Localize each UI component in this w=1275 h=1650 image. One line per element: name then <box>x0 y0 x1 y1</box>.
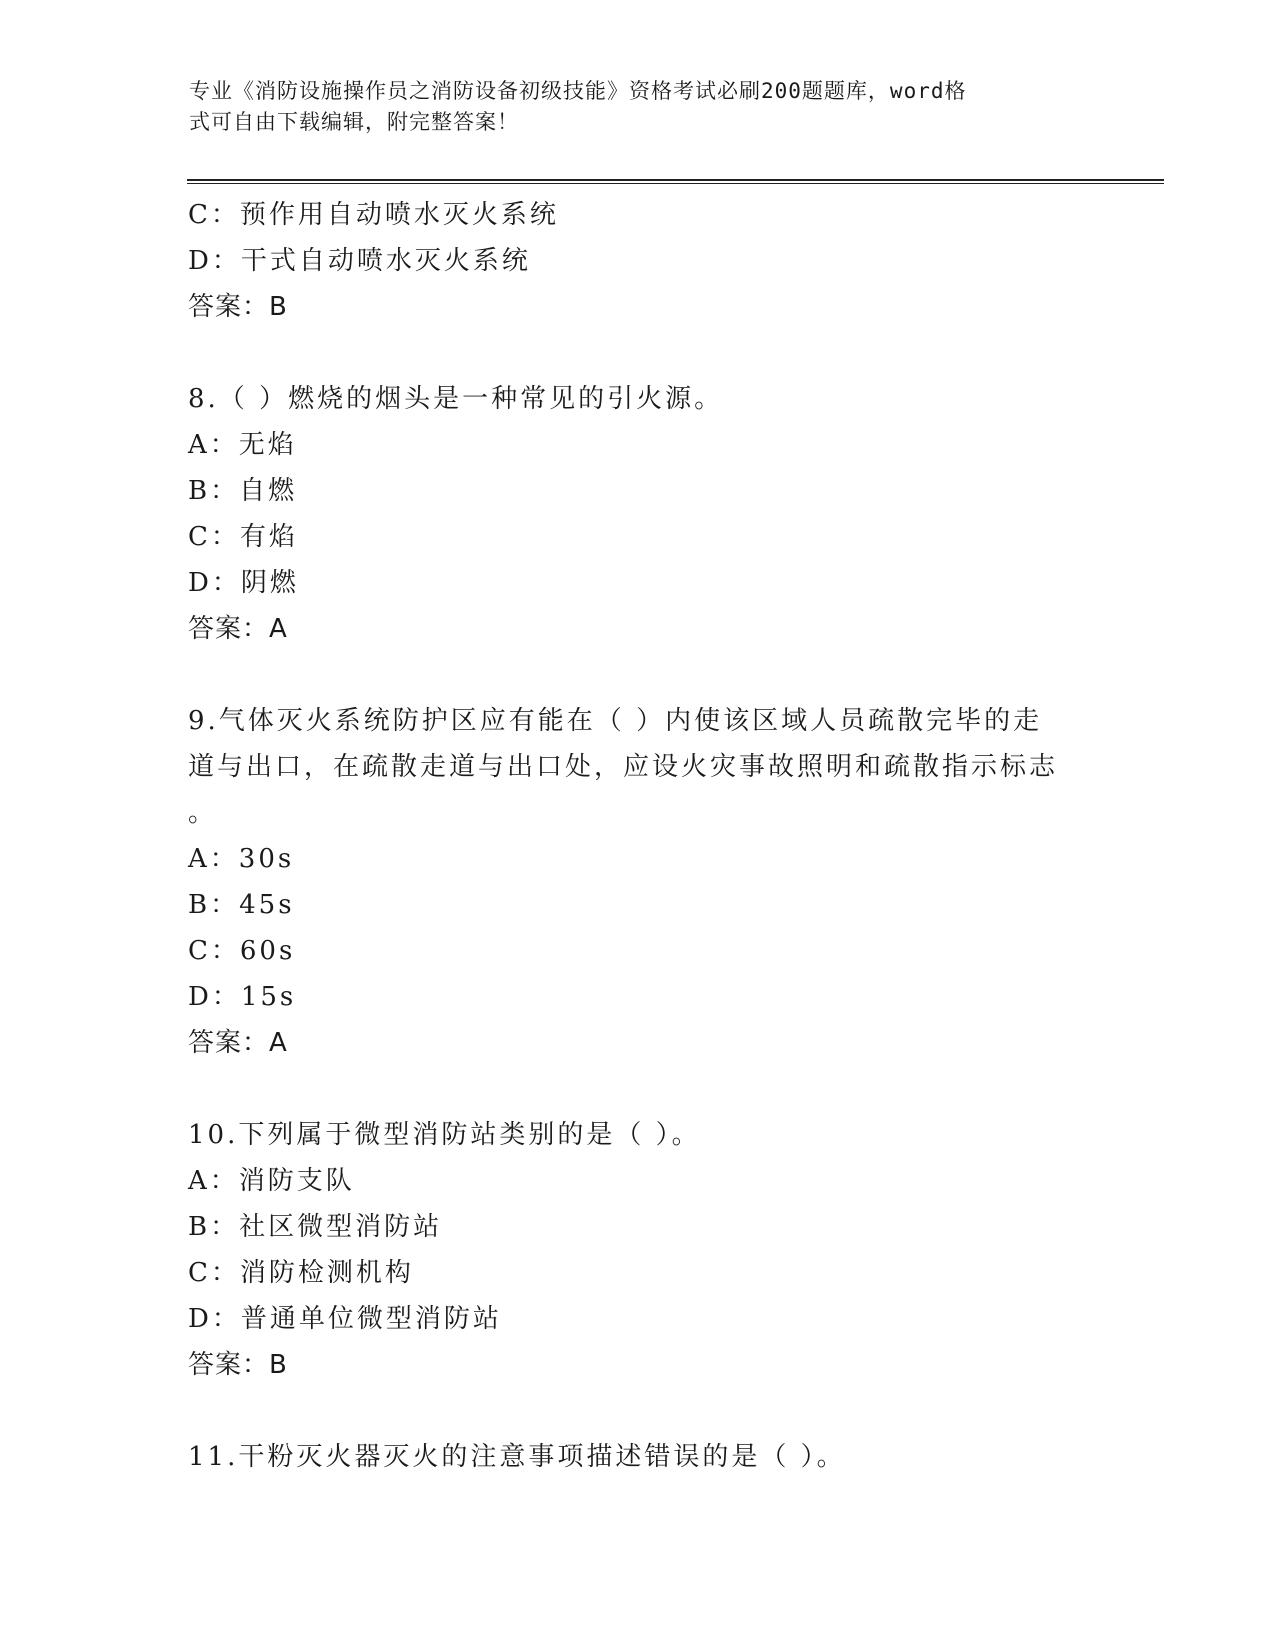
question-10 <box>188 1112 1088 1388</box>
question-7-tail <box>188 192 1088 330</box>
question-list <box>188 192 1088 1480</box>
header-rule-thick <box>187 179 1164 181</box>
option-d: D：普通单位微型消防站 <box>188 1304 502 1334</box>
question-8 <box>188 376 1088 652</box>
option-c: C：60s <box>188 936 296 966</box>
question-text: 11.干粉灭火器灭火的注意事项描述错误的是（ ）。 <box>188 1442 846 1472</box>
header-line-1: 专业《消防设施操作员之消防设备初级技能》资格考试必刷200题题库，word格 <box>189 79 967 103</box>
option-d: D：15s <box>188 982 297 1012</box>
question-11 <box>188 1434 1088 1480</box>
question-9 <box>188 698 1088 1066</box>
question-text-line-1: 9.气体灭火系统防护区应有能在（ ）内使该区域人员疏散完毕的走 <box>188 706 1043 736</box>
spacer <box>188 652 1088 698</box>
answer: 答案：A <box>188 1028 288 1058</box>
question-text: 10.下列属于微型消防站类别的是（ ）。 <box>188 1120 701 1150</box>
option-d: D：干式自动喷水灭火系统 <box>188 246 531 276</box>
option-a: A：30s <box>188 844 295 874</box>
answer: 答案：A <box>188 614 288 644</box>
document-header <box>189 76 1089 138</box>
option-b: B：社区微型消防站 <box>188 1212 443 1242</box>
answer: 答案：B <box>188 1350 288 1380</box>
header-line-2: 式可自由下载编辑，附完整答案！ <box>189 110 519 134</box>
option-c: C：预作用自动喷水灭火系统 <box>188 200 559 230</box>
question-text-line-3: 。 <box>188 798 218 828</box>
header-rule-thin <box>187 183 1164 184</box>
spacer <box>188 1066 1088 1112</box>
question-text-line-2: 道与出口，在疏散走道与出口处，应设火灾事故照明和疏散指示标志 <box>188 752 1059 782</box>
option-c: C：消防检测机构 <box>188 1258 414 1288</box>
option-d: D：阴燃 <box>188 568 299 598</box>
question-text: 8.（ ）燃烧的烟头是一种常见的引火源。 <box>188 384 724 414</box>
option-a: A：无焰 <box>188 430 297 460</box>
spacer <box>188 1388 1088 1434</box>
option-b: B：45s <box>188 890 295 920</box>
option-a: A：消防支队 <box>188 1166 355 1196</box>
option-b: B：自燃 <box>188 476 298 506</box>
spacer <box>188 330 1088 376</box>
option-c: C：有焰 <box>188 522 298 552</box>
answer: 答案：B <box>188 292 288 322</box>
